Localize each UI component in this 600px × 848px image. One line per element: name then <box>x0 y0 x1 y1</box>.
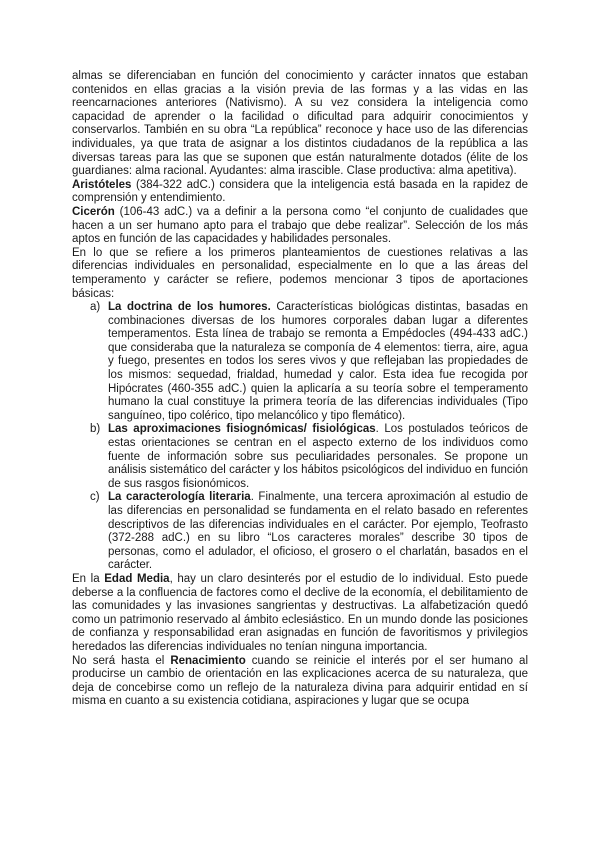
renacimiento-pre: No será hasta el <box>72 654 171 667</box>
paragraph-ciceron <box>72 206 528 247</box>
list-item-text: . Finalmente, una tercera aproximación al estudio de las diferencias en personalidad se fundamenta en el relato basado en referentes descriptivos de las diferencias individuales en el carácter. Por ejemplo, Teofrasto (372-288 adC.) en su libro “Los caracteres morales” describe 30 tipos de personas, como el adulador, el oficioso, el grosero o el charlatán, basados en el carácter. <box>108 491 528 572</box>
edad-media-pre: En la <box>72 572 105 585</box>
name-edad-media: Edad Media <box>104 572 170 585</box>
paragraph-aristoteles <box>72 179 528 206</box>
paragraph-renacimiento <box>72 655 528 709</box>
name-renacimiento: Renacimiento <box>170 654 246 667</box>
name-aristoteles: Aristóteles <box>72 178 132 191</box>
edad-media-text: , hay un claro desinterés por el estudio de lo individual. Esto puede deberse a la confluencia de factores como el declive de la economía, el debilitamiento de las comunidades y las invasiones sangrientas y destructivas. La alfabetización quedó como un patrimonio reservado al ámbito eclesiástico. En un mundo donde las posiciones de confianza y responsabilidad eran asignadas en función de favoritismos y privilegios heredados las diferencias individuales no tenían ninguna importancia. <box>72 572 528 653</box>
list-item-text: . Los postulados teóricos de estas orientaciones se centran en el aspecto externo de los individuos como fuente de información sobre sus peculiaridades personales. Se propone un análisis sistemático del carácter y los hábitos psicológicos del individuo en función de sus rasgos fisionómicos. <box>108 423 529 490</box>
aristoteles-text: (384-322 adC.) considera que la inteligencia está basada en la rapidez de comprensión y entendimiento. <box>72 178 528 205</box>
document-page <box>72 70 528 709</box>
list-marker: b) <box>90 423 101 436</box>
paragraph-personalidad: En lo que se refiere a los primeros planteamientos de cuestiones relativas a las diferencias individuales en personalidad, especialmente en lo que a las áreas del temperamento y carácter se refiere, podemos mencionar 3 tipos de aportaciones básicas: <box>72 246 528 300</box>
list-item-humores <box>72 301 528 423</box>
paragraph-edad-media <box>72 573 528 655</box>
renacimiento-text: cuando se reinicie el interés por el ser humano al producirse un cambio de orientación en las explicaciones acerca de su naturaleza, que deja de concebirse como un reflejo de la naturaleza divina para adquirir entidad en sí misma en cuanto a su existencia cotidiana, aspiraciones y lugar que se ocupa <box>72 654 529 708</box>
list-marker: c) <box>90 491 100 504</box>
list-item-title: La caracterología literaria <box>108 491 251 504</box>
paragraph-platon: almas se diferenciaban en función del conocimiento y carácter innatos que estaban contenidos en ellas gracias a la visión previa de las formas y a las vidas en las reencarnaciones anteriores (Nativismo). A su vez considera la inteligencia como capacidad de aprender o la facilidad o dificultad para adquirir conocimientos y conservarlos. También en su obra “La república” reconoce y hace uso de las diferencias individuales, ya que trata de asignar a los distintos ciudadanos de la república a las diversas tareas para las que se suponen que están naturalmente dotados (élite de los guardianes: alma racional. Ayudantes: alma irascible. Clase productiva: alma apetitiva). <box>72 70 528 178</box>
list-marker: a) <box>90 301 101 314</box>
list-item-title: Las aproximaciones fisiognómicas/ fisiológicas <box>108 423 376 436</box>
ciceron-text: (106-43 adC.) va a definir a la persona como “el conjunto de cualidades que hacen a un ser humano apto para el trabajo que debe realizar”. Selección de los más aptos en función de las capacidades y habilidades personales. <box>72 205 528 246</box>
list-item-text: Características biológicas distintas, basadas en combinaciones diversas de los humores corporales daban lugar a diferentes temperamentos. Esta línea de trabajo se remonta a Empédocles (494-433 adC.) que consideraba que la naturaleza se componía de 4 elementos: tierra, aire, agua y fuego, presentes en todos los seres vivos y que reflejaban las propiedades de los mismos: sequedad, frialdad, humedad y calor. Esta idea fue recogida por Hipócrates (460-355 adC.) quien la aplicaría a su teoría sobre el temperamento humano la cual constituye la primera teoría de las diferencias individuales (Tipo sanguíneo, tipo colérico, tipo melancólico y tipo flemático). <box>108 301 528 422</box>
list-item-fisiognomicas <box>72 423 528 491</box>
list-item-title: La doctrina de los humores. <box>108 301 271 314</box>
aportaciones-list <box>72 301 528 573</box>
list-item-caracterologia <box>72 491 528 573</box>
name-ciceron: Cicerón <box>72 205 115 218</box>
